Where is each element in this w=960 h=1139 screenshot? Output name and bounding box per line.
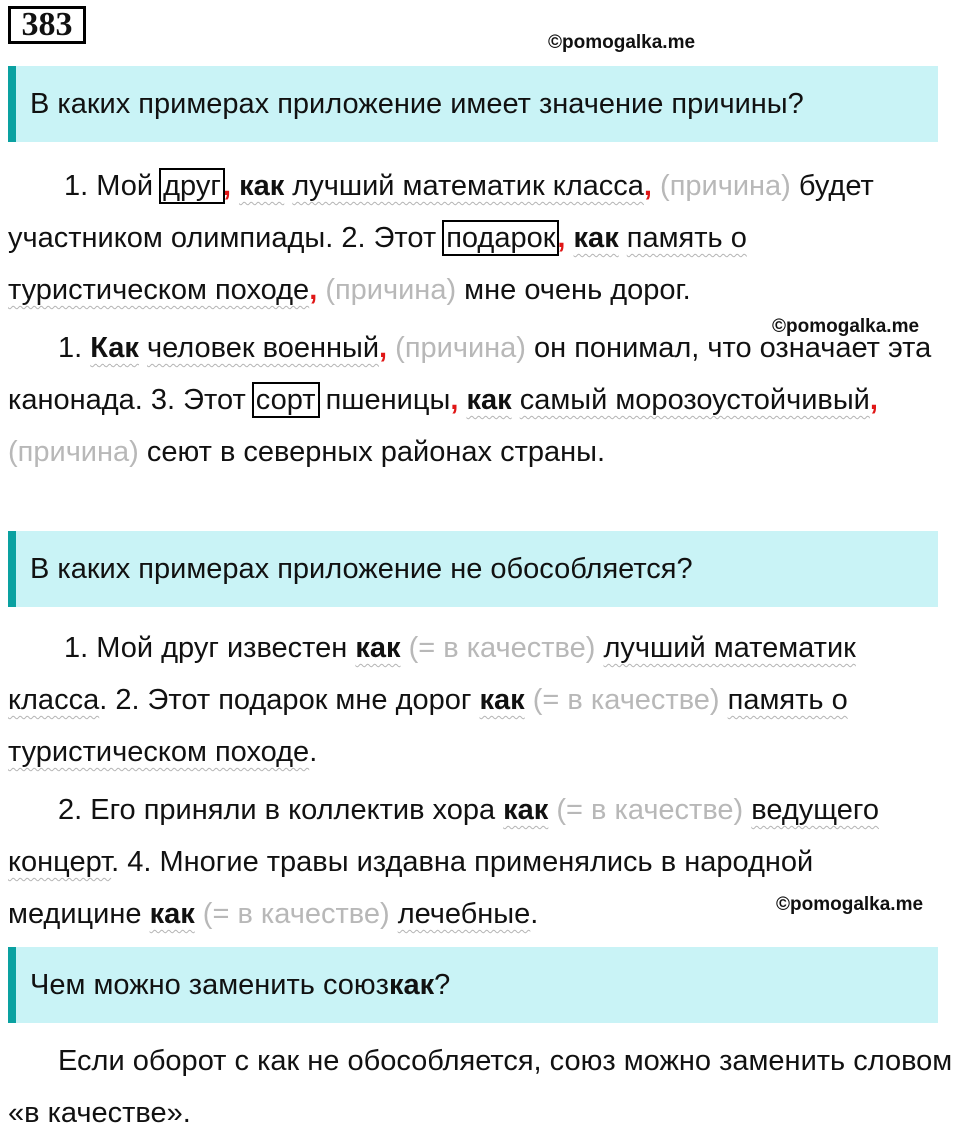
- watermark-top: ©pomogalka.me: [548, 32, 696, 53]
- note: (причина): [325, 274, 457, 306]
- text: [401, 632, 409, 664]
- conjunction-kak: как: [503, 794, 549, 826]
- conjunction-kak: как: [149, 898, 195, 930]
- question-2-text: В каких примерах приложение не обособляется?: [30, 552, 693, 585]
- conjunction-kak: Как: [90, 332, 139, 364]
- question-bar-1: [8, 66, 938, 142]
- task-number: 383: [8, 6, 86, 44]
- note: (= в качестве): [556, 794, 744, 826]
- note: (причина): [660, 170, 791, 202]
- watermark-bottom: ©pomogalka.me: [776, 894, 924, 915]
- text: [139, 332, 147, 364]
- conjunction-kak: как: [573, 222, 619, 254]
- text: [720, 684, 728, 716]
- note: (причина): [8, 436, 139, 468]
- text: 1. Мой друг известен: [64, 632, 356, 664]
- red-comma: ,: [450, 384, 459, 416]
- answer-text: Если оборот с как не обособляется, союз можно заменить словом «в качестве».: [8, 1045, 953, 1129]
- appositive: ведущего концерт: [8, 794, 880, 878]
- text: [390, 898, 398, 930]
- text: 2. Его приняли в коллектив хора: [58, 794, 504, 826]
- red-comma: ,: [557, 222, 566, 254]
- conjunction-kak: как: [479, 684, 525, 716]
- text: мне очень дорог.: [456, 274, 691, 306]
- text: 1.: [58, 332, 91, 364]
- question-3-prefix: Чем можно заменить союз: [30, 968, 389, 1001]
- boxed-word: друг: [163, 170, 221, 202]
- note: (= в качестве): [408, 632, 596, 664]
- q2-paragraph-1: [8, 622, 953, 778]
- text: . 2. Этот подарок мне дорог: [99, 684, 480, 716]
- conjunction-kak: как: [355, 632, 401, 664]
- q1-paragraph-1: [8, 160, 953, 316]
- text: [619, 222, 627, 254]
- text: [565, 222, 573, 254]
- appositive: самый морозоустойчивый: [519, 384, 870, 416]
- text: сеют в северных районах страны.: [138, 436, 606, 468]
- text: пшеницы: [317, 384, 451, 416]
- text: будет участником олимпиады. 2. Этот: [8, 170, 874, 254]
- appositive: лучший математик класса: [8, 632, 856, 716]
- text: .: [309, 736, 318, 768]
- conjunction-kak: как: [466, 384, 512, 416]
- text: [195, 898, 203, 930]
- question-3-bold: как: [388, 968, 435, 1001]
- appositive: память о туристическом походе: [8, 222, 747, 306]
- note: (= в качестве): [532, 684, 720, 716]
- text: [231, 170, 239, 202]
- conjunction-kak: как: [239, 170, 285, 202]
- text: он понимал, что означает эта канонада. 3. Этот: [8, 332, 932, 416]
- appositive: человек военный: [147, 332, 380, 364]
- text: [652, 170, 660, 202]
- question-bar-3: [8, 947, 938, 1023]
- boxed-word: подарок: [446, 222, 556, 254]
- note: (причина): [395, 332, 526, 364]
- text: 1. Мой: [64, 170, 162, 202]
- red-comma: ,: [379, 332, 388, 364]
- red-comma: ,: [869, 384, 878, 416]
- text: [387, 332, 395, 364]
- question-1-text: В каких примерах приложение имеет значение причины?: [30, 87, 804, 120]
- red-comma: ,: [222, 170, 231, 202]
- text: [525, 684, 533, 716]
- boxed-word: сорт: [255, 384, 316, 416]
- red-comma: ,: [643, 170, 652, 202]
- question-3-suffix: ?: [434, 968, 451, 1001]
- text: .: [530, 898, 539, 930]
- q1-paragraph-2: [8, 322, 953, 478]
- appositive: лечебные: [397, 898, 531, 930]
- appositive: лучший математик класса: [292, 170, 644, 202]
- text: [512, 384, 520, 416]
- text: . 4. Многие травы издавна применялись в народной медицине: [8, 846, 814, 930]
- q2-paragraph-2: [8, 784, 953, 940]
- note: (= в качестве): [202, 898, 390, 930]
- appositive: память о туристическом походе: [8, 684, 848, 768]
- q3-answer: [8, 1035, 953, 1139]
- red-comma: ,: [309, 274, 318, 306]
- question-bar-2: [8, 531, 938, 607]
- watermark-middle: ©pomogalka.me: [772, 316, 920, 337]
